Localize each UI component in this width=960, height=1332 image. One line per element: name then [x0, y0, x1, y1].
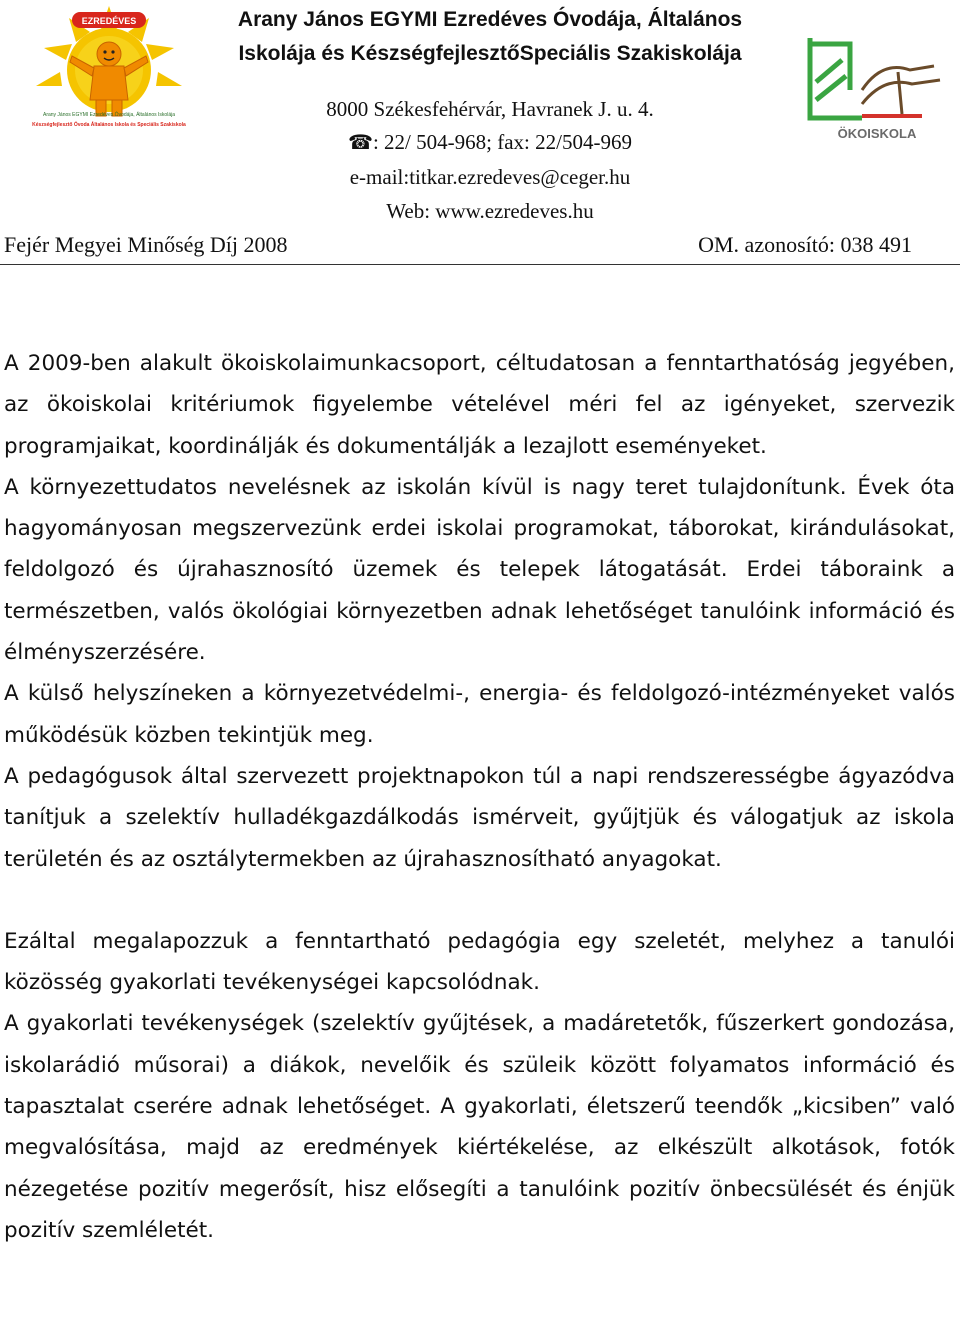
phone-line	[200, 130, 780, 155]
paragraph-4: A pedagógusok által szervezett projektnapokon túl a napi rendszerességbe ágyazódva tanítjuk a szelektív hulladékgazdálkodás ismérveit, gyűjtjük és válogatjuk az iskola területén és az osztálytermekben az újrahasznosítható anyagokat.	[4, 763, 955, 872]
paragraph-1: A 2009-ben alakult ökoiskolaimunkacsoport, céltudatosan a fenntarthatóság jegyében, az ökoiskolai kritériumok figyelembe vételével méri fel az igényeket, szervezik programjaikat, koordinálják és dokumentálják a lezajlott eseményeket.	[4, 351, 955, 459]
school-name-line1: Arany János EGYMI Ezredéves Óvodája, Általános	[237, 8, 743, 31]
paragraph-5: Ezáltal megalapozzuk a fenntartható pedagógia egy szeletét, melyhez a tanulói közösség gyakorlati tevékenységei kapcsolódnak.	[4, 928, 955, 996]
logo-caption-line1: Arany János EGYMI Ezredéves Óvodája, Általános Iskolája	[42, 112, 176, 118]
letterhead	[0, 0, 960, 268]
address: 8000 Székesfehérvár, Havranek J. u. 4.	[326, 97, 654, 121]
telephone-icon: ☎	[348, 130, 373, 154]
paragraph-2: A környezettudatos nevelésnek az iskolán kívül is nagy teret tulajdonítunk. Évek óta hagyományosan megszervezünk erdei iskolai programokat, táborokat, kirándulásokat, feldolgozó és újrahasznosító üzemek és telepek látogatását. Erdei táboraink a természetben, valós ökológiai környezetben adnak lehetőséget tanulóink információ és élményszerzésére.	[4, 474, 955, 666]
header-divider	[0, 264, 960, 265]
sun-child-logo-icon	[14, 4, 204, 132]
paragraph-6: A gyakorlati tevékenységek (szelektív gyűjtések, a madáretetők, fűszerkert gondozása, iskolarádió műsorai) a diákok, nevelőik és szüleik között folyamatos információ és tapasztalat cserére adnak lehetőséget. A gyakorlati, életszerű teendők „kicsiben” való megvalósítása, majd az eredmények kiértékelése, az elkészült alkotások, fotók nézegetése pozitív megerősít, hisz elősegíti a tanulóink pozitív önbecsülését és énjük pozitív szemléletét.	[4, 1011, 955, 1243]
book-tree-logo-icon	[802, 30, 952, 150]
phone-fax: : 22/ 504-968; fax: 22/504-969	[372, 130, 632, 154]
website: Web: www.ezredeves.hu	[386, 199, 594, 223]
ecoschool-logo	[802, 30, 952, 150]
om-id: OM. azonosító: 038 491	[698, 232, 912, 257]
logo-badge-text: EZREDÉVES	[81, 16, 137, 26]
email: e-mail:titkar.ezredeves@ceger.hu	[349, 165, 631, 189]
ecoschool-label: ÖKOISKOLA	[837, 126, 917, 141]
school-logo	[14, 4, 204, 132]
paragraph-3: A külső helyszíneken a környezetvédelmi-, energia- és feldolgozó-intézményeket valós működésük közben tekintjük meg.	[4, 681, 955, 748]
school-name-line2: Iskolája és KészségfejlesztőSpeciális Szakiskolája	[238, 42, 742, 65]
document-body	[4, 343, 955, 1251]
quality-award: Fejér Megyei Minőség Díj 2008	[4, 232, 288, 257]
logo-caption-line2: Készségfejlesztő Óvoda Általános Iskola és Speciális Szakiskola	[32, 122, 186, 128]
